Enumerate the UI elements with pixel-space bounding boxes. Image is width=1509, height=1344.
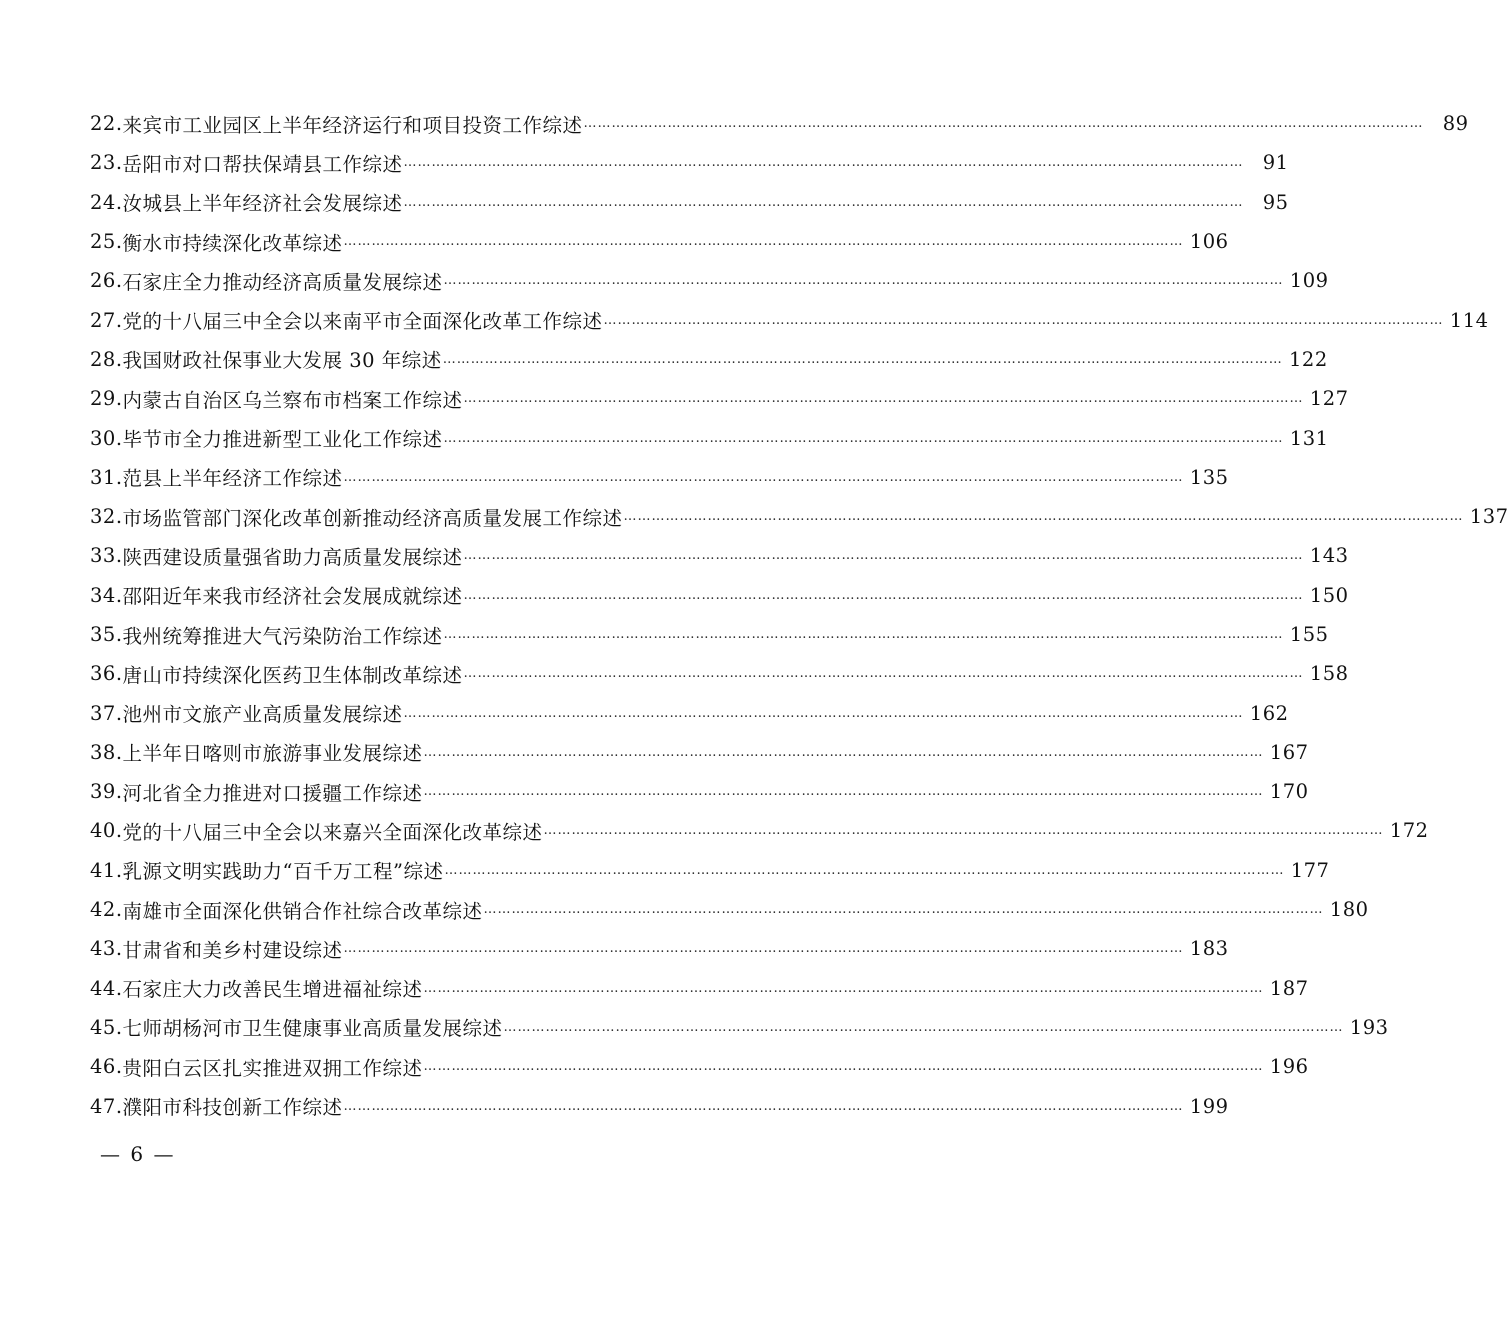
toc-entry-number: 42. <box>90 898 123 922</box>
toc-entry-title: 甘肃省和美乡村建设综述 <box>122 938 343 962</box>
toc-entry-number: 41. <box>90 858 123 882</box>
toc-entry-title: 我国财政社保事业大发展 30 年综述 <box>122 349 442 373</box>
toc-entry-number: 31. <box>90 465 123 489</box>
toc-entry-title: 我州统筹推进大气污染防治工作综述 <box>122 624 443 648</box>
toc-entry-number: 28. <box>90 347 123 371</box>
toc-entry-page: 135 <box>1189 465 1229 489</box>
toc-entry-title: 汝城县上半年经济社会发展综述 <box>122 192 403 216</box>
toc-entry-page: 150 <box>1309 583 1349 607</box>
toc-entry[interactable] <box>90 772 1309 811</box>
toc-entry[interactable] <box>90 183 1289 222</box>
toc-entry[interactable] <box>90 576 1349 615</box>
toc-leader-dots: ……………………………………………………………………………………………………………………………………………………………… <box>444 862 1285 878</box>
toc-entry-title: 七师胡杨河市卫生健康事业高质量发展综述 <box>122 1017 503 1041</box>
toc-entry-number: 36. <box>90 662 123 686</box>
toc-entry-number: 39. <box>90 780 123 804</box>
toc-entry-number: 45. <box>90 1015 123 1039</box>
toc-entry-number: 33. <box>90 544 123 568</box>
toc-entry[interactable] <box>90 1086 1229 1125</box>
toc-entry-title: 石家庄大力改善民生增进福祉综述 <box>122 978 423 1002</box>
toc-entry-title: 衡水市持续深化改革综述 <box>122 231 343 255</box>
toc-entry-title: 岳阳市对口帮扶保靖县工作综述 <box>122 152 403 176</box>
toc-leader-dots: ……………………………………………………………………………………………………………………………………………………………… <box>503 1019 1344 1035</box>
toc-entry-number: 35. <box>90 623 123 646</box>
toc-entry-page: 106 <box>1189 230 1229 254</box>
toc-entry-page: 91 <box>1262 151 1289 175</box>
toc-entry[interactable] <box>90 654 1349 693</box>
toc-entry-title: 党的十八届三中全会以来嘉兴全面深化改革综述 <box>122 820 543 844</box>
toc-leader-dots: ……………………………………………………………………………………………………………………………………………………………… <box>423 1059 1264 1075</box>
toc-entry-page: 177 <box>1290 858 1330 882</box>
toc-entry-number: 32. <box>90 505 123 529</box>
toc-entry-title: 池州市文旅产业高质量发展综述 <box>122 703 403 727</box>
toc-entry[interactable] <box>90 1008 1389 1047</box>
toc-entry-page: 170 <box>1269 780 1309 804</box>
toc-leader-dots: ……………………………………………………………………………………………………………………………………………………………… <box>443 627 1284 642</box>
toc-entry-title: 乳源文明实践助力“百千万工程”综述 <box>122 860 444 884</box>
toc-entry-number: 37. <box>90 701 123 725</box>
toc-entry-title: 南雄市全面深化供销合作社综合改革综述 <box>122 899 483 923</box>
toc-entry-number: 24. <box>90 190 123 214</box>
toc-entry-page: 167 <box>1269 740 1309 764</box>
table-of-contents <box>90 104 1509 1126</box>
toc-entry[interactable] <box>90 811 1429 850</box>
toc-leader-dots: ……………………………………………………………………………………………………………………………………………………………… <box>343 1098 1184 1114</box>
toc-leader-dots: ……………………………………………………………………………………………………………………………………………………………… <box>343 234 1184 250</box>
toc-entry-page: 155 <box>1289 623 1329 646</box>
toc-entry[interactable] <box>90 418 1329 457</box>
toc-entry-page: 193 <box>1349 1015 1389 1039</box>
toc-leader-dots: ……………………………………………………………………………………………………………………………………………………………… <box>403 155 1244 171</box>
toc-entry[interactable] <box>90 615 1329 654</box>
toc-entry-number: 47. <box>90 1094 123 1118</box>
toc-entry-page: 180 <box>1329 898 1369 922</box>
toc-leader-dots: ……………………………………………………………………………………………………………………………………………………………… <box>603 312 1444 328</box>
toc-entry-title: 毕节市全力推进新型工业化工作综述 <box>122 428 443 452</box>
toc-entry[interactable] <box>90 969 1309 1008</box>
toc-entry-number: 22. <box>90 112 123 136</box>
toc-entry[interactable] <box>90 536 1349 575</box>
toc-leader-dots: ……………………………………………………………………………………………………………………………………………………………… <box>403 194 1244 210</box>
toc-entry[interactable] <box>90 379 1349 418</box>
toc-entry-page: 199 <box>1189 1094 1229 1118</box>
toc-entry-page: 172 <box>1389 819 1429 843</box>
toc-entry-page: 122 <box>1289 347 1328 371</box>
toc-leader-dots: ……………………………………………………………………………………………………………………………………………………………… <box>463 587 1304 603</box>
toc-entry[interactable] <box>90 340 1328 379</box>
toc-entry-number: 46. <box>90 1055 123 1079</box>
toc-entry[interactable] <box>90 851 1330 890</box>
toc-entry-page: 114 <box>1449 308 1489 332</box>
toc-leader-dots: ……………………………………………………………………………………………………………………………………………………………… <box>443 273 1284 289</box>
toc-entry[interactable] <box>90 104 1469 143</box>
toc-entry-title: 范县上半年经济工作综述 <box>122 467 343 491</box>
toc-entry[interactable] <box>90 733 1309 772</box>
toc-entry[interactable] <box>90 890 1369 929</box>
toc-entry-title: 河北省全力推进对口援疆工作综述 <box>122 781 423 805</box>
toc-entry-page: 183 <box>1189 937 1229 961</box>
toc-entry[interactable] <box>90 300 1489 339</box>
toc-entry-number: 44. <box>90 976 123 1000</box>
toc-entry-title: 来宾市工业园区上半年经济运行和项目投资工作综述 <box>122 113 583 137</box>
toc-entry-number: 25. <box>90 230 123 254</box>
toc-entry-page: 127 <box>1309 387 1349 411</box>
toc-leader-dots: ……………………………………………………………………………………………………………………………………………………………… <box>543 823 1384 839</box>
toc-entry[interactable] <box>90 497 1509 536</box>
toc-entry-page: 95 <box>1262 190 1289 214</box>
toc-entry-title: 贵阳白云区扎实推进双拥工作综述 <box>122 1056 423 1080</box>
toc-entry-number: 29. <box>90 387 123 411</box>
toc-entry-page: 196 <box>1269 1055 1309 1079</box>
toc-entry-page: 158 <box>1309 662 1349 686</box>
toc-entry[interactable] <box>90 1047 1309 1086</box>
toc-leader-dots: ……………………………………………………………………………………………………………………………………………………………… <box>623 509 1464 525</box>
toc-entry[interactable] <box>90 693 1289 732</box>
toc-leader-dots: ……………………………………………………………………………………………………………………………………………………………… <box>343 941 1184 957</box>
toc-entry[interactable] <box>90 929 1229 968</box>
toc-entry-number: 23. <box>90 151 123 175</box>
toc-entry-number: 34. <box>90 583 123 607</box>
toc-leader-dots: ……………………………………………………………………………………………………………………………………………………………… <box>423 980 1264 996</box>
toc-entry-page: 109 <box>1289 269 1329 293</box>
toc-leader-dots: ……………………………………………………………………………………………………………………………………………………………… <box>423 784 1264 800</box>
toc-entry-page: 187 <box>1269 976 1309 1000</box>
toc-entry-page: 162 <box>1249 701 1289 725</box>
toc-leader-dots: ……………………………………………………………………………………………………………………………………………………………… <box>463 391 1304 407</box>
toc-entry-number: 38. <box>90 740 123 764</box>
toc-entry-number: 27. <box>90 308 123 332</box>
toc-entry-title: 市场监管部门深化改革创新推动经济高质量发展工作综述 <box>122 506 623 530</box>
toc-entry-title: 内蒙古自治区乌兰察布市档案工作综述 <box>122 388 463 412</box>
toc-entry-title: 陕西建设质量强省助力高质量发展综述 <box>122 545 463 569</box>
toc-entry-number: 30. <box>90 426 123 450</box>
toc-entry-page: 137 <box>1469 505 1509 529</box>
toc-entry-title: 濮阳市科技创新工作综述 <box>122 1096 343 1120</box>
toc-entry[interactable] <box>90 458 1229 497</box>
toc-entry-number: 43. <box>90 937 123 961</box>
toc-leader-dots: ……………………………………………………………………………………………………………………………………………………………… <box>403 705 1244 721</box>
toc-entry[interactable] <box>90 222 1229 261</box>
toc-entry-number: 40. <box>90 819 123 843</box>
toc-entry[interactable] <box>90 143 1289 182</box>
toc-leader-dots: ……………………………………………………………………………………………………………………………………………………………… <box>443 430 1284 446</box>
toc-entry-title: 党的十八届三中全会以来南平市全面深化改革工作综述 <box>122 310 603 334</box>
toc-entry-page: 89 <box>1442 112 1469 136</box>
toc-entry-title: 唐山市持续深化医药卫生体制改革综述 <box>122 663 463 687</box>
toc-leader-dots: ……………………………………………………………………………………………………………………………………………………………… <box>442 351 1283 367</box>
toc-leader-dots: ……………………………………………………………………………………………………………………………………………………………… <box>343 469 1184 485</box>
toc-entry-title: 邵阳近年来我市经济社会发展成就综述 <box>122 585 463 609</box>
page-number: — 6 — <box>100 1142 176 1166</box>
toc-entry-page: 131 <box>1289 426 1329 450</box>
toc-leader-dots: ……………………………………………………………………………………………………………………………………………………………… <box>483 902 1324 918</box>
toc-entry-page: 143 <box>1309 544 1349 568</box>
toc-entry-number: 26. <box>90 269 123 293</box>
toc-leader-dots: ……………………………………………………………………………………………………………………………………………………………… <box>463 666 1304 682</box>
toc-entry[interactable] <box>90 261 1329 300</box>
toc-entry-title: 上半年日喀则市旅游事业发展综述 <box>122 742 423 766</box>
toc-leader-dots: ……………………………………………………………………………………………………………………………………………………………… <box>583 116 1424 132</box>
toc-leader-dots: ……………………………………………………………………………………………………………………………………………………………… <box>463 548 1304 564</box>
toc-leader-dots: ……………………………………………………………………………………………………………………………………………………………… <box>423 744 1264 760</box>
toc-entry-title: 石家庄全力推动经济高质量发展综述 <box>122 270 443 294</box>
